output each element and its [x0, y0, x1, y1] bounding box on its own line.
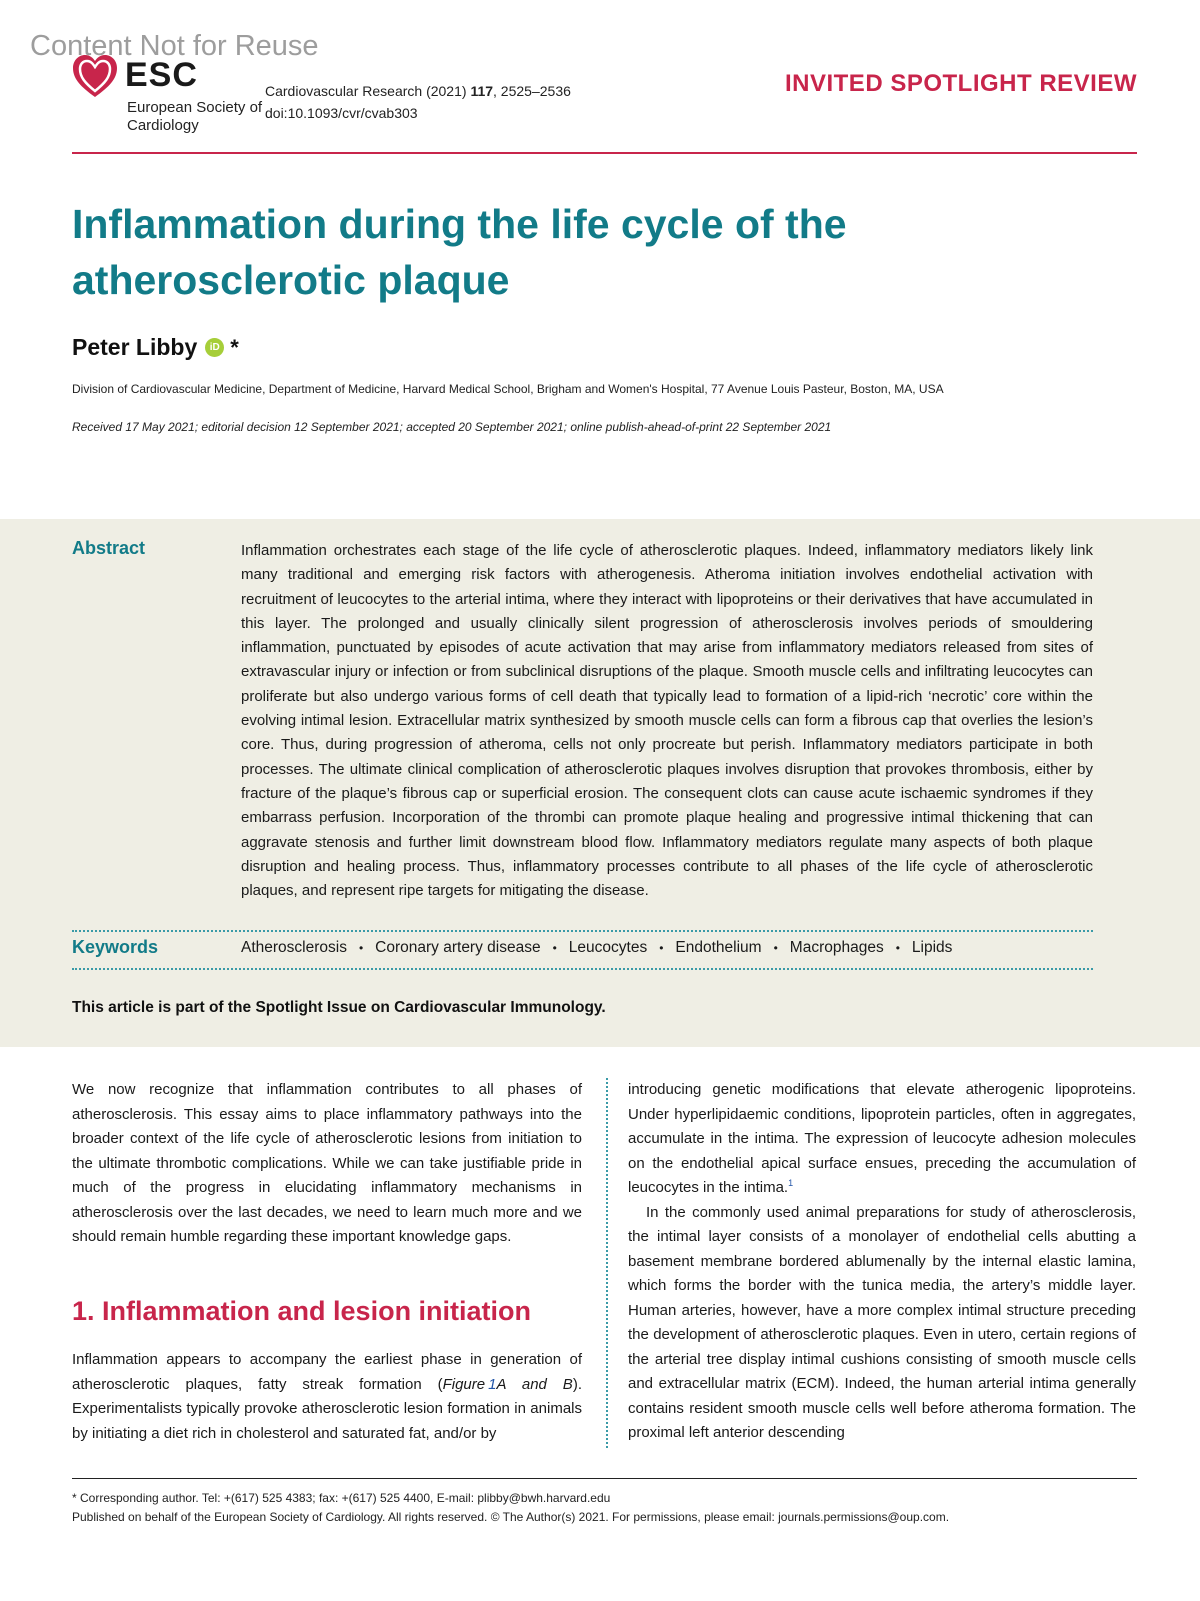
keyword-separator: • [358, 941, 364, 955]
publisher-note: Published on behalf of the European Society of Cardiology. All rights reserved. © The Author(s) 2021. For permissions, please email: journals.permissions@oup.com. [72, 1510, 950, 1524]
section1-text-a: Inflammation appears to accompany the earliest phase in generation of atherosclerotic plaques, fatty streak formation ( [72, 1351, 582, 1393]
spotlight-issue-note: This article is part of the Spotlight Issue on Cardiovascular Immunology. [72, 999, 606, 1016]
right-paragraph-1-text: introducing genetic modifications that elevate atherogenic lipoproteins. Under hyperlipidaemic conditions, lipoprotein particles, often in aggregates, accumulate in the intima. The expression of leucocyte adhesion molecules on the endothelial apical surface ensues, preceding the accumulation of leucocytes in the intima. [628, 1081, 1136, 1196]
journal-name: Cardiovascular Research (2021) [265, 83, 471, 99]
keyword: Lipids [911, 939, 953, 956]
section1-paragraph [72, 1348, 582, 1446]
keyword-separator: • [659, 941, 664, 955]
society-name: European Society of Cardiology [127, 99, 263, 134]
esc-logo-text: ESC [125, 56, 198, 94]
keywords-rule-bottom [72, 968, 1093, 970]
figure-panels: A and B [496, 1375, 573, 1393]
author-name[interactable]: Peter Libby [72, 334, 198, 360]
body-intro [72, 1078, 582, 1250]
figure-link[interactable]: 1 [488, 1375, 497, 1393]
header-divider [72, 152, 1137, 154]
keyword: Macrophages [789, 939, 884, 956]
keyword: Endothelium [675, 939, 762, 956]
journal-info [265, 80, 571, 124]
section1-text [72, 1348, 582, 1446]
keywords-list [241, 939, 952, 957]
orcid-icon[interactable]: iD [205, 338, 224, 357]
keyword: Coronary artery disease [375, 939, 541, 956]
keyword-separator: • [552, 941, 557, 955]
watermark: Content Not for Reuse [30, 30, 319, 62]
abstract-label: Abstract [72, 538, 146, 558]
abstract-text: Inflammation orchestrates each stage of the life cycle of atherosclerotic plaques. Indeed, inflammatory mediators likely link many traditional and emerging risk factors with atherogenesis. Atheroma initiation involves endothelial activation with recruitment of leucocytes to the arterial intima, where they interact with lipoproteins or their derivatives that have accumulated in this layer. The prolonged and usually clinically silent progression of atherosclerosis involves periods of smouldering inflammation, punctuated by episodes of acute activation that may arise from inflammatory mediators released from sites of extravascular injury or infection or from subclinical disruptions of the plaque. Smooth muscle cells and infiltrating leucocytes can proliferate but also undergo various forms of cell death that typically lead to formation of a lipid-rich ‘necrotic’ core within the evolving intimal lesion. Extracellular matrix synthesized by smooth muscle cells can form a fibrous cap that overlies the lesion’s core. Thus, during progression of atheroma, cells not only procreate but perish. Inflammatory mediators participate in both processes. The ultimate clinical complication of atherosclerotic plaques involves disruption that provokes thrombosis, either by fracture of the plaque’s fibrous cap or superficial erosion. The consequent clots can cause acute ischaemic syndromes if they embarrass perfusion. Incorporation of the thrombi can promote plaque healing and progressive intimal thickening that can aggravate stenosis and further limit downstream blood flow. Inflammatory mediators regulate many aspects of both plaque disruption and healing process. Thus, inflammatory processes contribute to all phases of the life cycle of atherosclerotic plaques, and represent ripe targets for mitigating the disease. [241, 542, 1093, 900]
doi[interactable]: doi:10.1093/cvr/cvab303 [265, 105, 418, 121]
right-paragraph-1 [628, 1078, 1136, 1201]
journal-pages: , 2525–2536 [493, 83, 571, 99]
affiliation: Division of Cardiovascular Medicine, Department of Medicine, Harvard Medical School, Brigham and Women's Hospital, 77 Avenue Louis Pasteur, Boston, MA, USA [72, 382, 944, 396]
column-divider [606, 1078, 608, 1448]
footnote-divider [72, 1478, 1137, 1479]
keyword-separator: • [773, 941, 778, 955]
keyword: Leucocytes [568, 939, 648, 956]
keyword: Atherosclerosis [241, 939, 347, 956]
section-heading: 1. Inflammation and lesion initiation [72, 1296, 532, 1326]
reference-link[interactable]: 1 [788, 1178, 794, 1188]
keyword-separator: • [895, 941, 900, 955]
section1-text-b: ). Experimentalists typically provoke atherosclerotic lesion formation in animals by initiating a diet rich in cholesterol and saturated fat, and/or by [72, 1375, 582, 1442]
figure-label: Figure [442, 1375, 486, 1393]
right-paragraph-2: In the commonly used animal preparations for study of atherosclerosis, the intimal layer consists of a monolayer of endothelial cells abutting a basement membrane bordered ablumenally by the internal elastic lamina, which forms the border with the tunica media, the artery’s middle layer. Human arteries, however, have a more complex intimal structure preceding the development of atherosclerotic plaques. Even in utero, certain regions of the arterial tree display intimal cushions consisting of smooth muscle cells and extracellular matrix (ECM). Indeed, the human arterial intima generally contains resident smooth muscle cells well before atheroma formation. The proximal left anterior descending [628, 1203, 1136, 1441]
journal-citation [265, 80, 571, 102]
journal-volume: 117 [470, 83, 494, 99]
author-line [72, 334, 239, 361]
received-dates: Received 17 May 2021; editorial decision 12 September 2021; accepted 20 September 2021; online publish-ahead-of-print 22 September 2021 [72, 420, 832, 434]
article-title: Inflammation during the life cycle of the atherosclerotic plaque [72, 201, 847, 303]
corresponding-mark: * [230, 334, 239, 360]
keywords-label: Keywords [72, 937, 159, 957]
right-column [628, 1078, 1136, 1446]
section-label: INVITED SPOTLIGHT REVIEW [784, 70, 1137, 97]
corresponding-author-note: * Corresponding author. Tel: +(617) 525 4383; fax: +(617) 525 4400, E-mail: plibby@bwh.harvard.edu [72, 1491, 611, 1505]
keywords-rule-top [72, 930, 1093, 932]
intro-paragraph: We now recognize that inflammation contributes to all phases of atherosclerosis. This essay aims to place inflammatory pathways into the broader context of the life cycle of atherosclerotic lesions from initiation to the ultimate thrombotic complications. While we can take justifiable pride in much of the progress in elucidating inflammatory mechanisms in atherosclerosis over the last decades, we need to learn much more and we should remain humble regarding these important knowledge gaps. [72, 1081, 582, 1245]
